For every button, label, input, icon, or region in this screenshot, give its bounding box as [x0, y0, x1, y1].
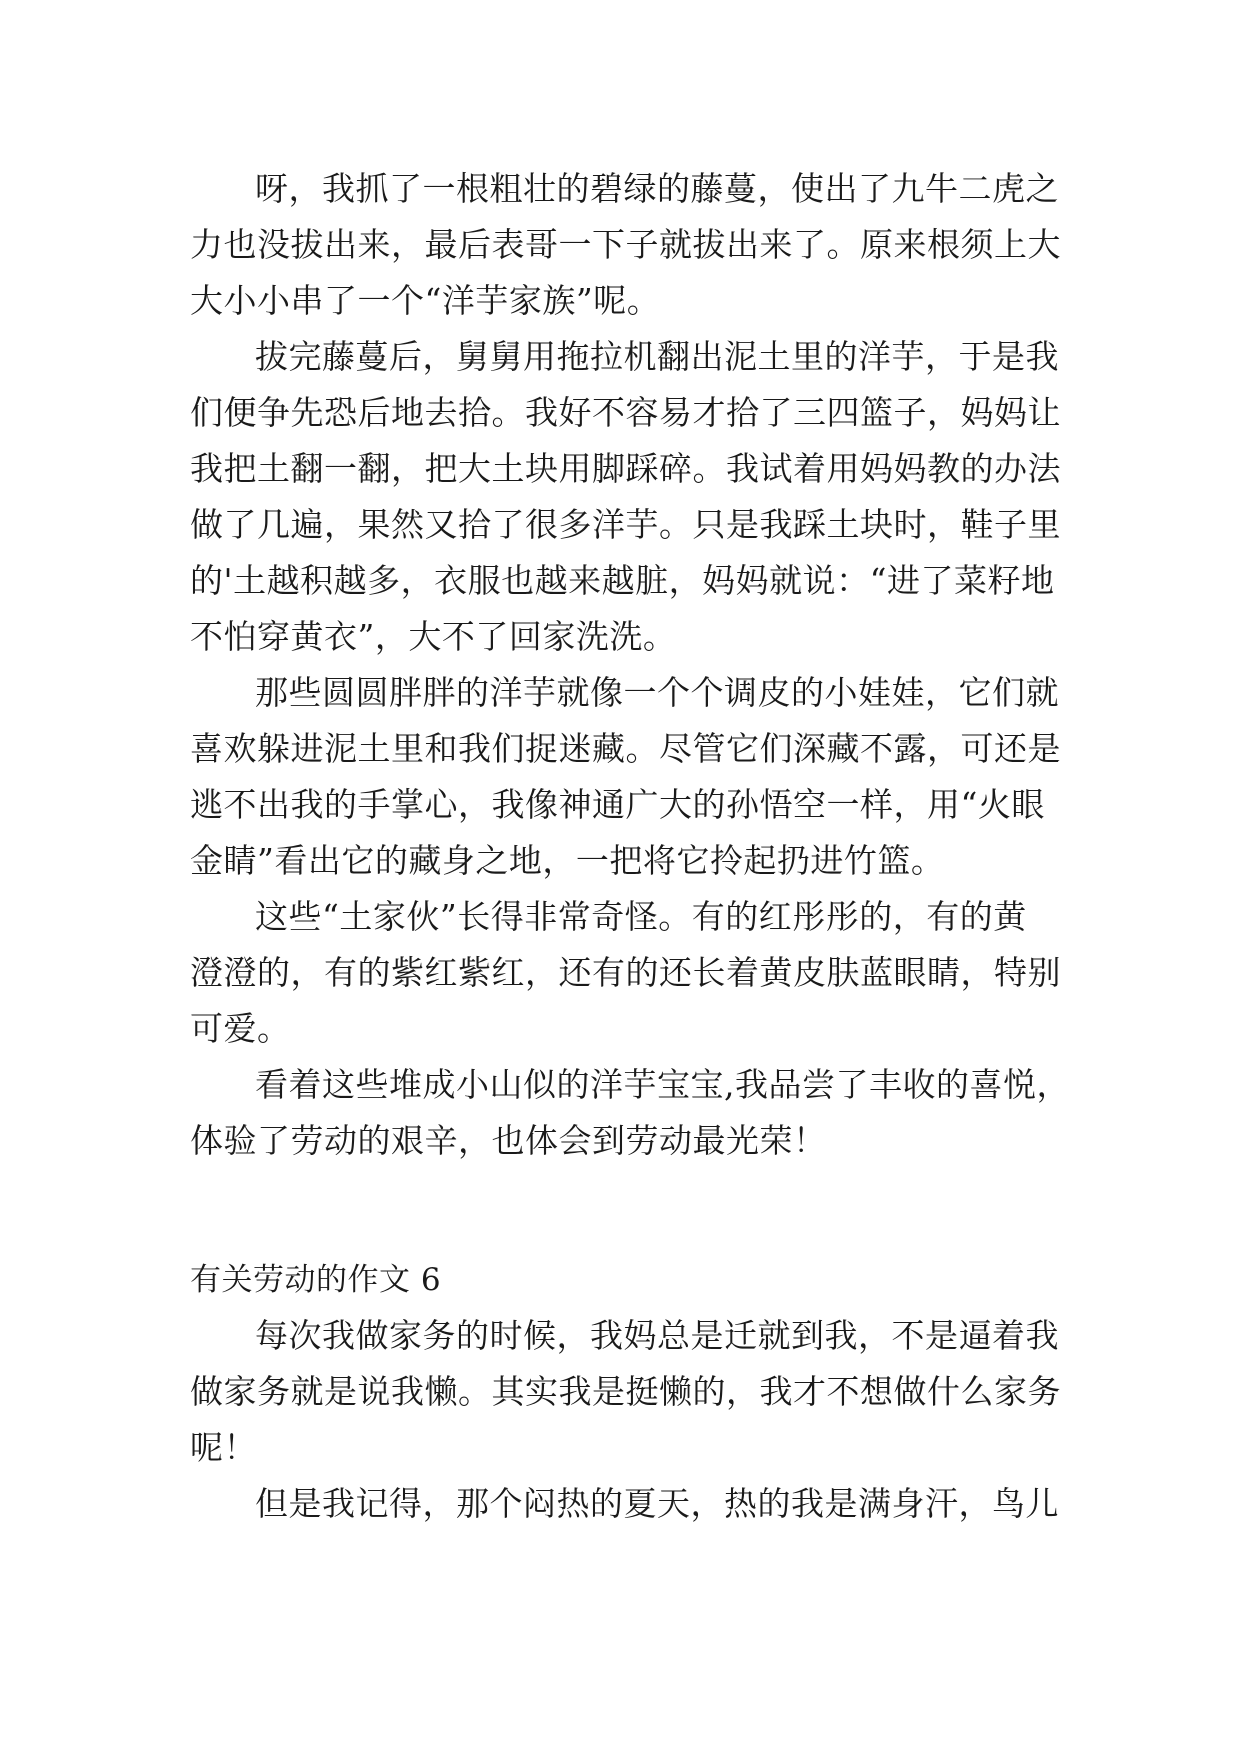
- paragraph-line: 呀，我抓了一根粗壮的碧绿的藤蔓，使出了九牛二虎之: [255, 169, 1059, 208]
- paragraph-line: 每次我做家务的时候，我妈总是迁就到我，不是逼着我: [255, 1316, 1059, 1355]
- paragraph-line: 做家务就是说我懒。其实我是挺懒的，我才不想做什么家务: [190, 1372, 1061, 1411]
- paragraph-line: 拔完藤蔓后，舅舅用拖拉机翻出泥土里的洋芋，于是我: [255, 337, 1059, 376]
- paragraph-line: 看着这些堆成小山似的洋芋宝宝,我品尝了丰收的喜悦，: [255, 1065, 1070, 1104]
- paragraph-line: 澄澄的，有的紫红紫红，还有的还长着黄皮肤蓝眼睛，特别: [190, 953, 1061, 992]
- paragraph-line: 呢！: [190, 1428, 257, 1467]
- paragraph-line: 大小小串了一个“洋芋家族”呢。: [190, 281, 661, 320]
- paragraph-line: 们便争先恐后地去拾。我好不容易才拾了三四篮子，妈妈让: [190, 393, 1061, 432]
- paragraph-line: 做了几遍，果然又拾了很多洋芋。只是我踩土块时，鞋子里: [190, 505, 1061, 544]
- paragraph-line: 体验了劳动的艰辛，也体会到劳动最光荣！: [190, 1121, 827, 1160]
- paragraph-line: 不怕穿黄衣”，大不了回家洗洗。: [190, 617, 677, 656]
- section-heading: 有关劳动的作文 6: [190, 1262, 442, 1298]
- paragraph-line: 可爱。: [190, 1009, 291, 1048]
- paragraph-line: 力也没拔出来，最后表哥一下子就拔出来了。原来根须上大: [190, 225, 1061, 264]
- paragraph-line: 但是我记得，那个闷热的夏天，热的我是满身汗，鸟儿: [255, 1484, 1059, 1523]
- paragraph-line: 这些“土家伙”长得非常奇怪。有的红彤彤的，有的黄: [255, 897, 1027, 936]
- paragraph-line: 喜欢躲进泥土里和我们捉迷藏。尽管它们深藏不露，可还是: [190, 729, 1061, 768]
- paragraph-line: 我把土翻一翻，把大土块用脚踩碎。我试着用妈妈教的办法: [190, 449, 1061, 488]
- paragraph-line: 逃不出我的手掌心，我像神通广大的孙悟空一样，用“火眼: [190, 785, 1045, 824]
- paragraph-line: 那些圆圆胖胖的洋芋就像一个个调皮的小娃娃，它们就: [255, 673, 1059, 712]
- paragraph-line: 的'土越积越多，衣服也越来越脏，妈妈就说：“进了菜籽地: [190, 561, 1055, 600]
- paragraph-line: 金睛”看出它的藏身之地，一把将它拎起扔进竹篮。: [190, 841, 945, 880]
